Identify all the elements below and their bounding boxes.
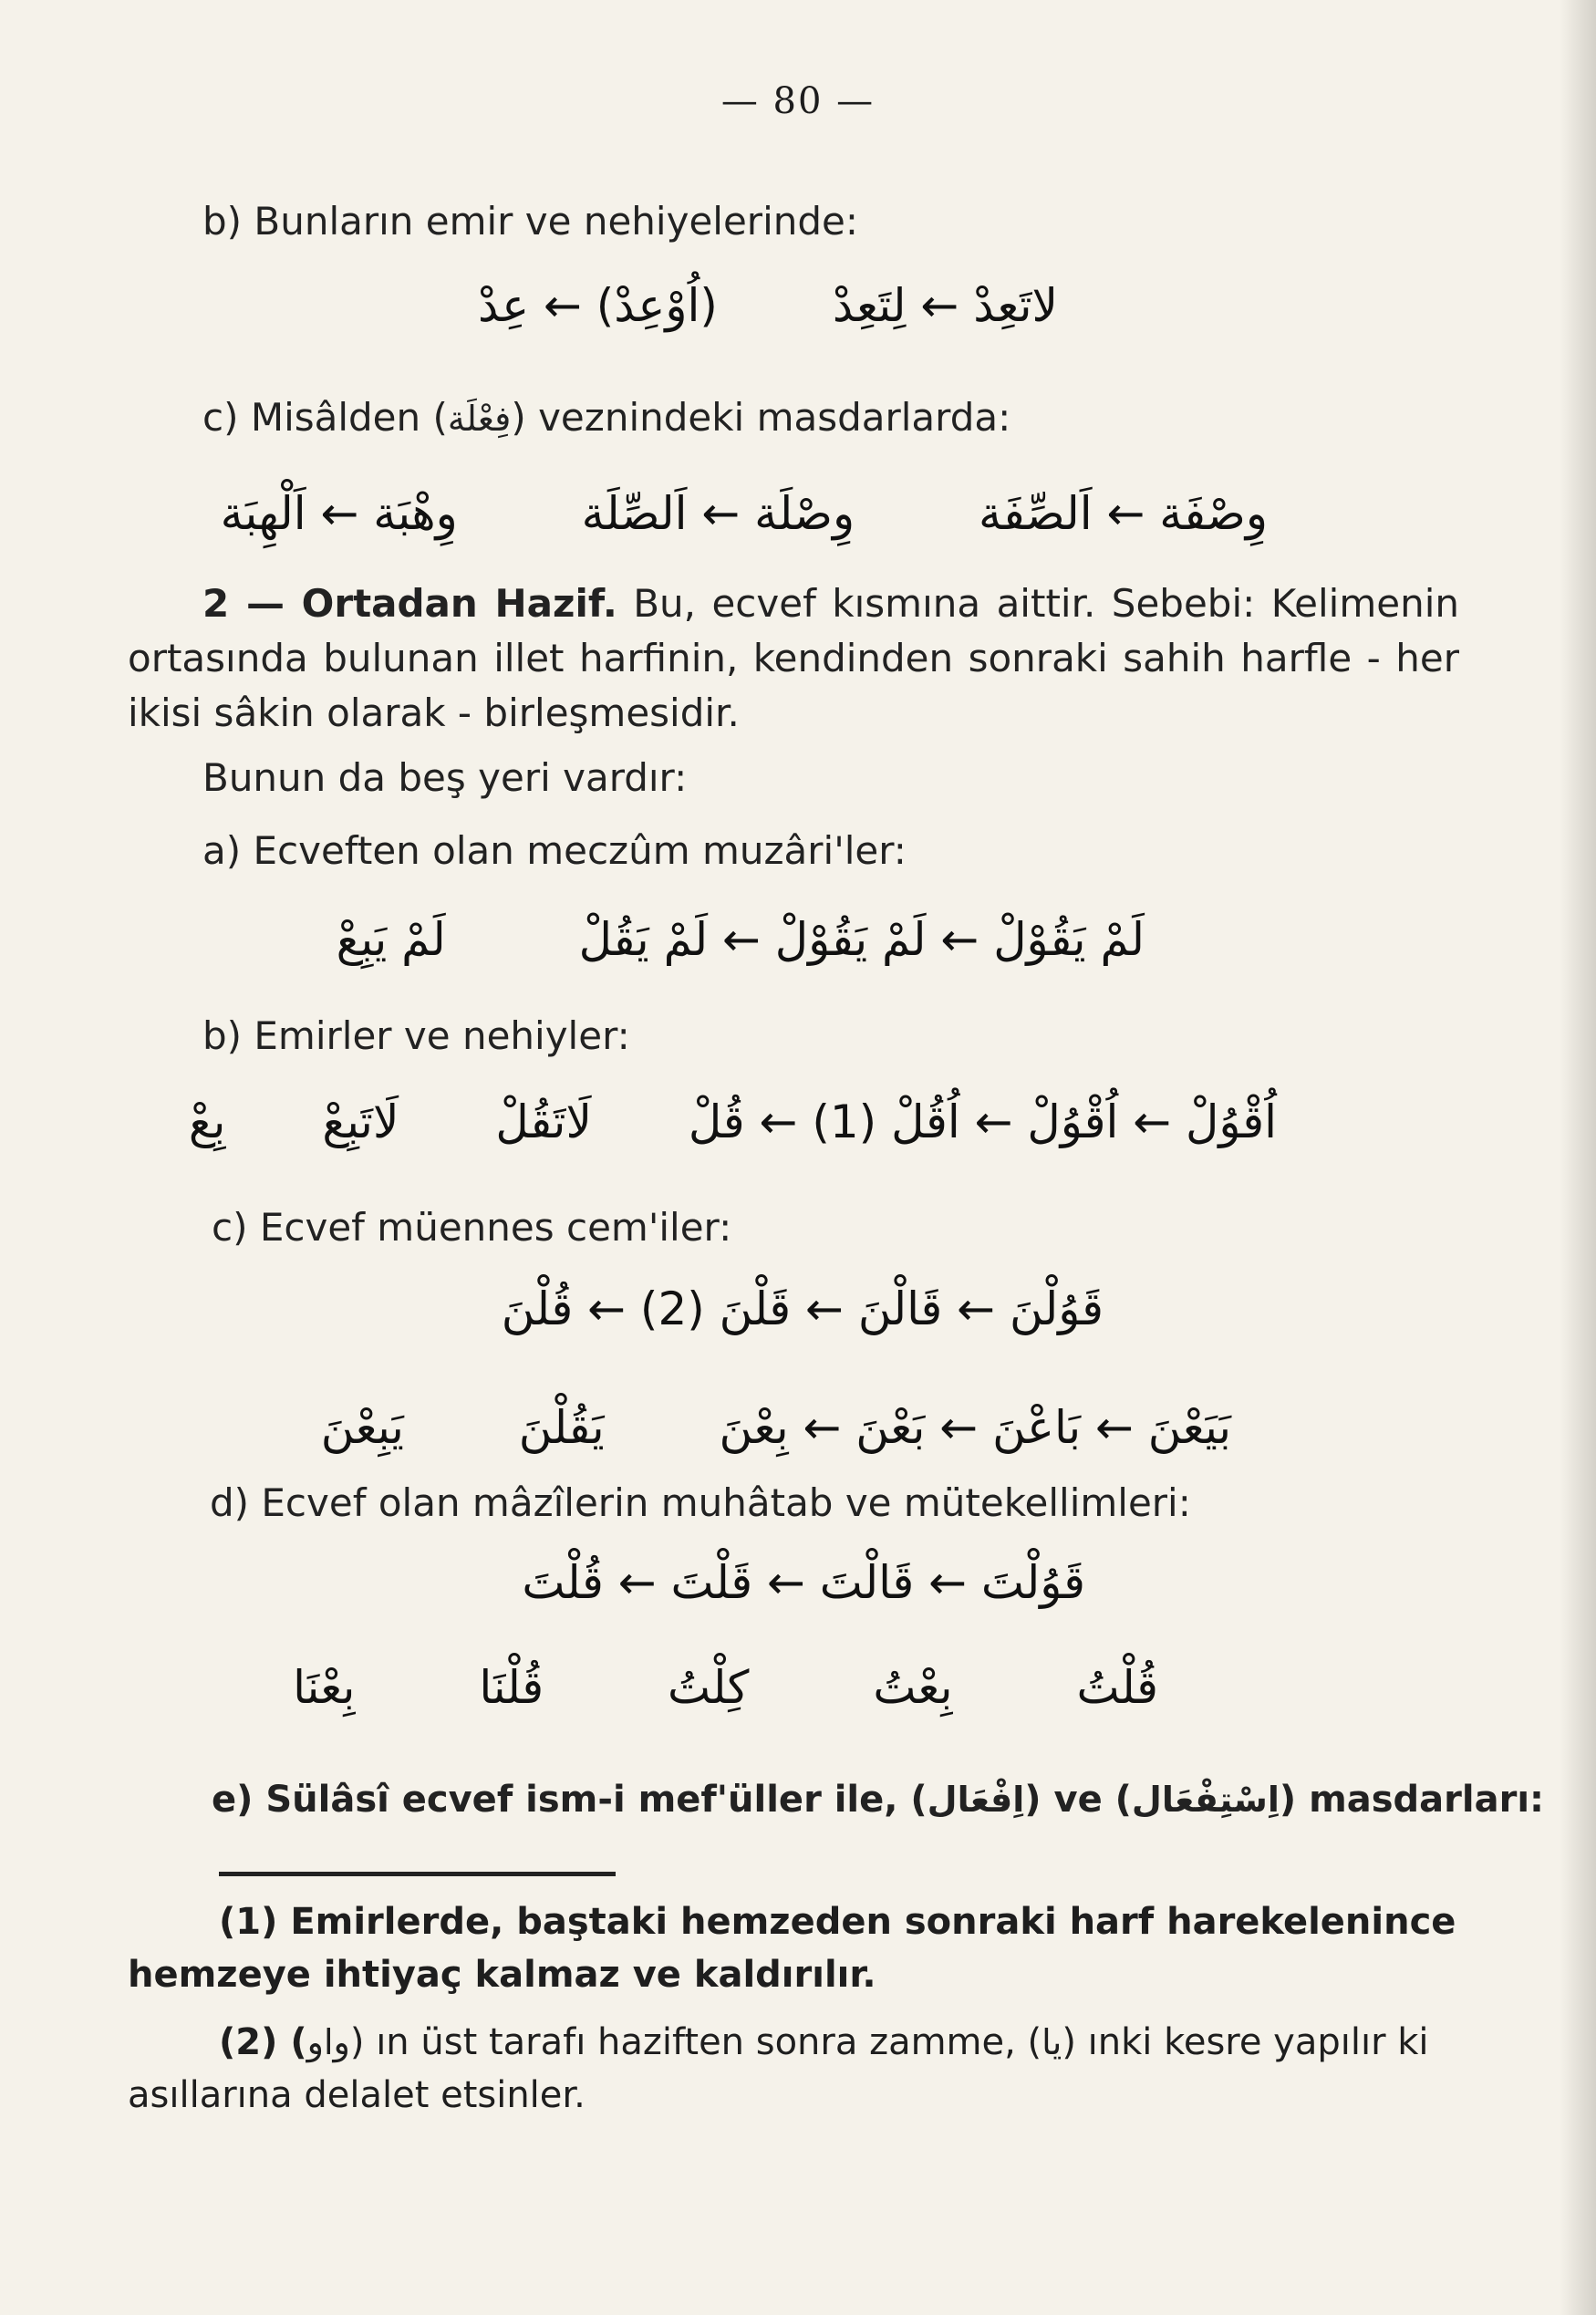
section-b2-heading: b) Emirler ve nehiyler:: [202, 1013, 630, 1058]
arabic-example-line: [221, 482, 1268, 545]
arabic-inline: فِعْلَة: [447, 399, 512, 439]
arabic-example-line: [478, 274, 1058, 337]
arabic-example-line: [189, 1090, 1277, 1154]
label-text: e) Sülâsî ecvef ism-i mef'üller ile, (: [212, 1779, 928, 1821]
arabic-phrase: وِهْبَة ← اَلْهِبَة: [220, 487, 458, 540]
label-text: ) masdarları:: [1279, 1779, 1545, 1821]
arabic-phrase: اُقْوُلْ ← اُقْوُلْ ← اُقُلْ (1) ← قُلْ: [688, 1095, 1277, 1148]
arabic-example-line: [321, 1396, 1231, 1459]
arabic-phrase: بَيَعْنَ ← بَاعْنَ ← بَعْنَ ← بِعْنَ: [719, 1401, 1231, 1454]
section-d-heading: d) Ecvef olan mâzîlerin muhâtab ve mütekellimleri:: [210, 1480, 1191, 1525]
arabic-phrase: (اُوْعِدْ) ← عِدْ: [478, 279, 718, 332]
paragraph-heading: 2 — Ortadan Hazif.: [202, 581, 617, 626]
arabic-phrase: لَاتَقُلْ: [495, 1095, 592, 1148]
paragraph-text: Bu, ecvef kısmına aittir. Sebebi: Kelimenin ortasında bulunan illet harfinin, kendinden sonraki sahih harfle - her ikisi sâkin olarak - birleşmesidir.: [128, 581, 1459, 735]
arabic-phrase: بِعْتُ: [873, 1661, 953, 1714]
label-text: c) Misâlden (: [202, 395, 448, 440]
section-c-heading: [202, 392, 1010, 444]
arabic-phrase: وِصْلَة ← اَلصِّلَة: [581, 487, 855, 540]
footnote-text: ) ınki kesre yapılır ki asıllarına delalet etsinler.: [128, 2021, 1429, 2116]
arabic-phrase: وِصْفَة ← اَلصِّفَة: [979, 487, 1268, 540]
arabic-phrase: كِلْتُ: [668, 1661, 750, 1714]
footnote-2: [128, 2016, 1477, 2122]
label-text: ) ve (: [1024, 1779, 1132, 1821]
footnote-text: (2) (: [219, 2021, 307, 2063]
page-edge-shadow: [1560, 0, 1596, 2315]
arabic-phrase: قَوُلْتَ ← قَالْتَ ← قَلْتَ ← قُلْتَ: [522, 1556, 1085, 1609]
arabic-phrase: يَقُلْنَ: [518, 1401, 605, 1454]
section-a-heading: a) Ecveften olan meczûm muzâri'ler:: [202, 828, 907, 873]
arabic-example-line: [522, 1551, 1085, 1614]
arabic-phrase: قُلْتُ: [1076, 1661, 1158, 1714]
footnote-text: ) ın üst tarafı haziften sonra zamme, (: [349, 2021, 1042, 2063]
arabic-phrase: لَاتَبِعْ: [322, 1095, 399, 1148]
footnote-divider: [219, 1872, 616, 1876]
arabic-inline: يا: [1042, 2022, 1062, 2062]
arabic-phrase: قُلْنَا: [479, 1661, 544, 1714]
arabic-example-line: [337, 908, 1145, 971]
arabic-phrase: لَمْ يَبِعْ: [336, 913, 446, 966]
footnote-text: (1) Emirlerde, baştaki hemzeden sonraki harf harekelenince hemzeye ihtiyaç kalmaz ve kaldırılır.: [128, 1901, 1456, 1996]
arabic-example-line: [293, 1656, 1158, 1719]
label-text: ) veznindeki masdarlarda:: [511, 395, 1011, 440]
arabic-inline: اِفْعَال: [927, 1780, 1025, 1820]
section-b-heading: b) Bunların emir ve nehiyelerinde:: [202, 199, 859, 244]
page-number: — 80 —: [720, 80, 876, 122]
arabic-phrase: لاتَعِدْ ← لِتَعِدْ: [832, 279, 1058, 332]
section-c2-heading: c) Ecvef müennes cem'iler:: [212, 1205, 732, 1250]
footnote-1: [128, 1895, 1477, 2001]
arabic-inline: اِسْتِفْعَال: [1131, 1780, 1280, 1820]
arabic-phrase: بِعْ: [188, 1095, 226, 1148]
section-e-heading: [212, 1774, 1544, 1825]
arabic-inline: واو: [306, 2022, 350, 2062]
paragraph-text: Bunun da beş yeri vardır:: [202, 755, 688, 800]
arabic-phrase: قَوُلْنَ ← قَالْنَ ← قَلْنَ (2) ← قُلْنَ: [501, 1282, 1104, 1335]
arabic-phrase: لَمْ يَقُوْلْ ← لَمْ يَقُوْلْ ← لَمْ يَقُلْ: [578, 913, 1145, 966]
arabic-phrase: بِعْنَا: [293, 1661, 356, 1714]
paragraph-ortadan-hazif: [128, 576, 1459, 741]
arabic-example-line: [502, 1277, 1104, 1341]
arabic-phrase: يَبِعْنَ: [320, 1401, 404, 1454]
